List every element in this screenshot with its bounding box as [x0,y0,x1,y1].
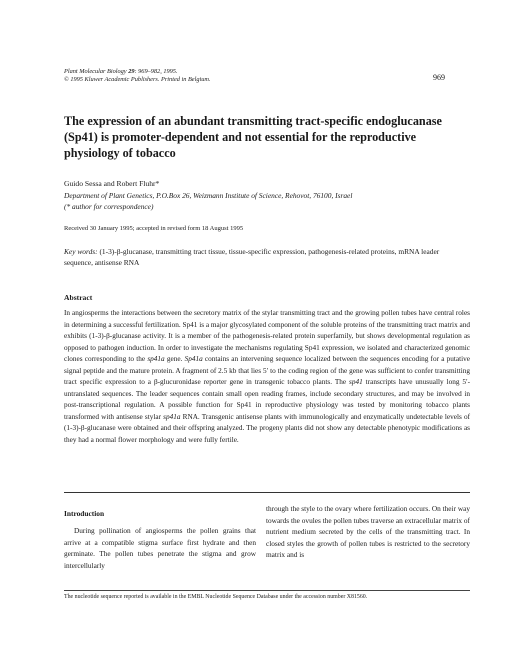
keywords [64,246,468,268]
journal-citation [64,68,211,84]
keywords-text: (1-3)-β-glucanase, transmitting tract tissue, tissue-specific expression, pathogenesis-related proteins, mRNA leader sequence, antisense RNA [64,247,440,267]
abstract-text-1: In angiosperms the interactions between the secretory matrix of the stylar transmitting tract and the growing pollen tubes have central roles in determining a successful fertilization. Sp41 is a major glycosylated component of the soluble proteins of the transmitting tract matrix and exhibits (1-3)-β-glucanase activity. It is a member of the pathogenesis-related protein superfamily, but shows developmental regulation as opposed to pathogen induction. In order to investigate the mechanisms regulating Sp41 expression, we isolated and characterized genomic clones corresponding to the [64,309,470,363]
gene-name: sp41 [349,378,363,386]
page-number: 969 [433,73,445,82]
authors: Guido Sessa and Robert Fluhr* [64,179,160,188]
journal-pages: : 969–982, 1995. [134,68,178,75]
gene-name: Sp41a [184,355,203,363]
journal-name: Plant Molecular Biology [64,68,127,75]
affiliation [64,190,484,212]
abstract-text-3: contains an intervening sequence localized between the sequences encoding for a putative signal peptide and the mature protein. A fragment of 2.5 kb that lies 5′ to the coding region of the gene was sufficient to confer transmitting tract specific expression to a β-glucuronidase reporter gene in transgenic tobacco plants. The [64,355,470,386]
article-title: The expression of an abundant transmitting tract-specific endoglucanase (Sp41) is promoter-dependent and not essential for the reproductive physiology of tobacco [64,114,442,160]
received-dates: Received 30 January 1995; accepted in revised form 18 August 1995 [64,225,244,232]
abstract-text-5: RNA. Transgenic antisense plants with immunologically and enzymatically undetectable levels of (1-3)-β-glucanase were obtained and their offspring analyzed. The progeny plants did not show any detectable phenotypic modifications as they had a normal flower morphology and were fully fertile. [64,412,470,444]
journal-citation-line-1 [64,68,211,76]
footnote: The nucleotide sequence reported is available in the EMBL Nucleotide Sequence Database under the accession number X81560. [64,594,368,600]
gene-name: sp41a [147,355,165,363]
introduction-column-left: During pollination of angiosperms the pollen grains that arrive at a compatible stigma surface first hydrate and then germinate. The pollen tubes penetrate the stigma and grow intercellularly [64,526,256,570]
journal-copyright: © 1995 Kluwer Academic Publishers. Printed in Belgium. [64,76,211,83]
section-divider [64,492,470,493]
abstract-text-4: transcripts have unusually long 5′-untranslated sequences. The leader sequences contain small open reading frames, include secondary structures, and may be involved in post-transcriptional regulation. A possible function for Sp41 in reproductive physiology was tested by monitoring tobacco plants transformed with antisense stylar [64,378,471,421]
footnote-rule [64,590,470,591]
keywords-label: Key words: [64,247,98,256]
correspondence-note: (* author for correspondence) [64,202,154,211]
gene-name: sp41a [163,412,181,421]
introduction-heading: Introduction [64,509,105,518]
journal-volume: 29 [128,68,135,75]
abstract-text-2: gene. [164,355,185,363]
affiliation-address: Department of Plant Genetics, P.O.Box 26, Weizmann Institute of Science, Rehovot, 76100, Israel [64,191,353,200]
abstract-heading: Abstract [64,293,93,302]
abstract-body [64,308,470,446]
introduction-column-right: through the style to the ovary where fertilization occurs. On their way towards the ovules the pollen tubes traverse an extracellular matrix of nutrient medium secreted by the cells of the transmitting tract. In closed styles the growth of pollen tubes is restricted to the secretory matrix and is [266,504,470,559]
